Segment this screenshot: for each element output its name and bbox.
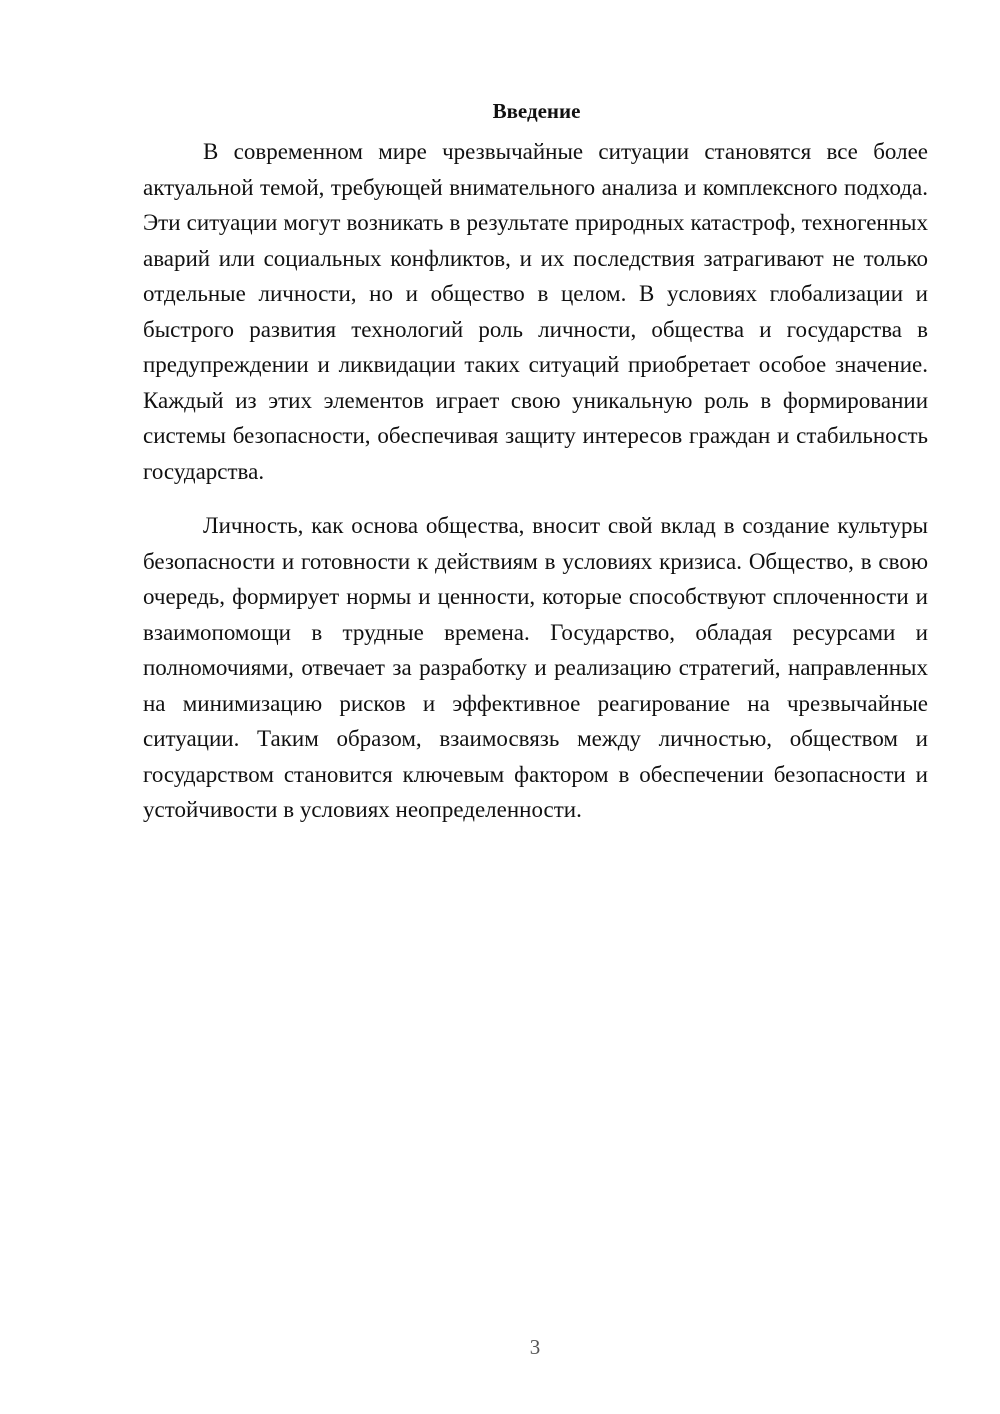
page-content — [143, 96, 928, 828]
paragraph-2: Личность, как основа общества, вносит свой вклад в создание культуры безопасности и готовности к действиям в условиях кризиса. Общество, в свою очередь, формирует нормы и ценности, которые способствуют сплоченности и взаимопомощи в трудные времена. Государство, обладая ресурсами и полномочиями, отвечает за разработку и реализацию стратегий, направленных на минимизацию рисков и эффективное реагирование на чрезвычайные ситуации. Таким образом, взаимосвязь между личностью, обществом и государством становится ключевым фактором в обеспечении безопасности и устойчивости в условиях неопределенности. — [143, 513, 928, 822]
section-title: Введение — [492, 99, 581, 123]
paragraph-1: В современном мире чрезвычайные ситуации становятся все более актуальной темой, требующей внимательного анализа и комплексного подхода. Эти ситуации могут возникать в результате природных катастроф, техногенных аварий или социальных конфликтов, и их последствия затрагивают не только отдельные личности, но и общество в целом. В условиях глобализации и быстрого развития технологий роль личности, общества и государства в предупреждении и ликвидации таких ситуаций приобретает особое значение. Каждый из этих элементов играет свою уникальную роль в формировании системы безопасности, обеспечивая защиту интересов граждан и стабильность государства. — [143, 139, 928, 484]
page-number: 3 — [529, 1335, 541, 1359]
